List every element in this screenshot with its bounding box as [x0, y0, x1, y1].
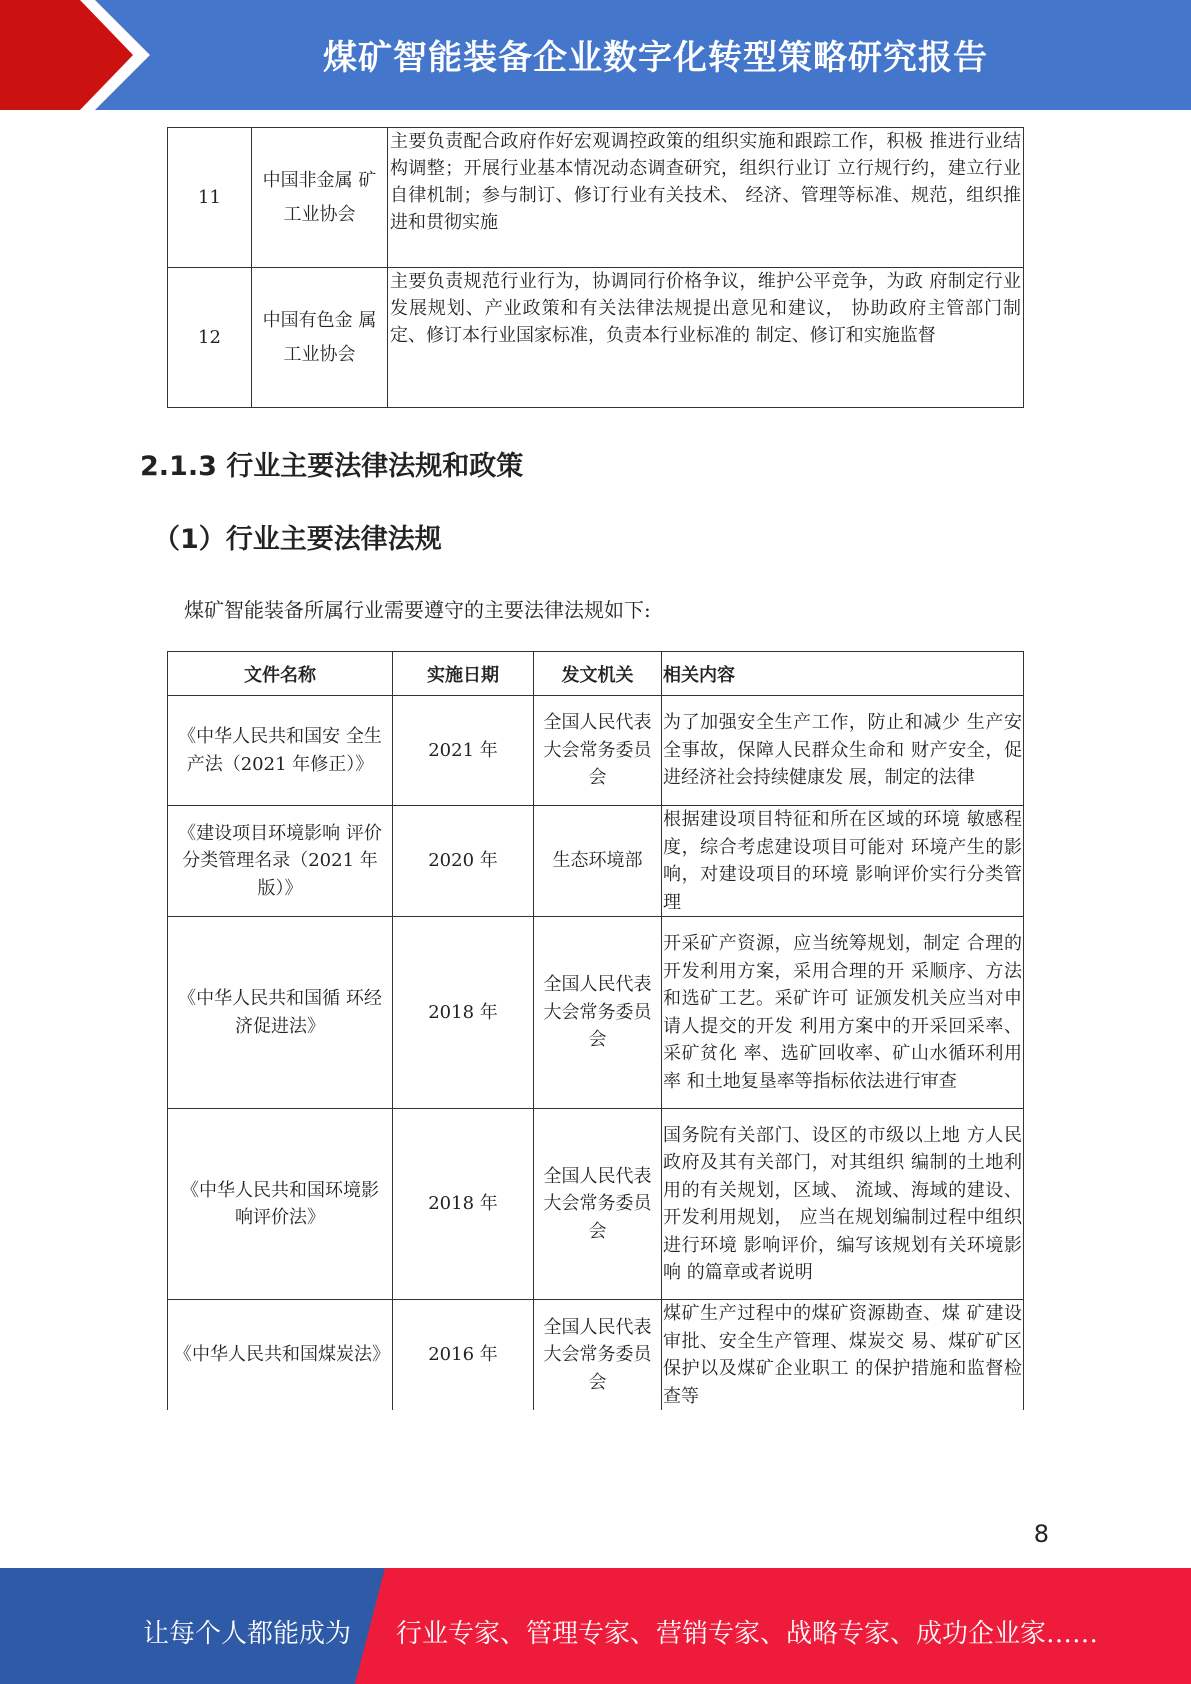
laws-table: [167, 651, 1024, 1410]
table-row: [168, 917, 1024, 1109]
table-row: [168, 1300, 1024, 1411]
page-number: 8: [1033, 1520, 1049, 1548]
law-org: 全国人民代表大会常务委员会: [534, 1300, 662, 1411]
law-content: 开采矿产资源，应当统筹规划，制定 合理的开发利用方案，采用合理的开 采顺序、方法和选矿工艺。采矿许可 证颁发机关应当对申请人提交的开发 利用方案中的开采回采率、采矿贫化 率、选矿回收率、矿山水循环利用率 和土地复垦率等指标依法进行审查: [662, 917, 1024, 1109]
law-org: 全国人民代表大会常务委员会: [534, 917, 662, 1109]
law-name: 《中华人民共和国煤炭法》: [168, 1300, 393, 1411]
sub-heading: （1）行业主要法律法规: [153, 524, 442, 555]
law-name: 《建设项目环境影响 评价分类管理名录（2021 年版）》: [168, 806, 393, 917]
header-title: 煤矿智能装备企业数字化转型策略研究报告: [323, 38, 988, 78]
law-name: 《中华人民共和国安 全生产法（2021 年修正）》: [168, 696, 393, 806]
row-number: 11: [168, 128, 252, 268]
page-footer: [0, 1568, 1191, 1684]
column-header: 发文机关: [534, 652, 662, 696]
law-org: 生态环境部: [534, 806, 662, 917]
table-header-row: [168, 652, 1024, 696]
law-org: 全国人民代表大会常务委员会: [534, 1109, 662, 1300]
table-row: [168, 1109, 1024, 1300]
associations-table: [167, 127, 1024, 408]
table-row: [168, 696, 1024, 806]
association-name: 中国有色金 属工业协会: [252, 268, 388, 408]
law-date: 2018 年: [393, 1109, 534, 1300]
page-header: [0, 0, 1191, 110]
law-content: 煤矿生产过程中的煤矿资源勘查、煤 矿建设审批、安全生产管理、煤炭交 易、煤矿矿区保护以及煤矿企业职工 的保护措施和监督检查等: [662, 1300, 1024, 1411]
intro-text: 煤矿智能装备所属行业需要遵守的主要法律法规如下:: [184, 598, 651, 622]
association-description: 主要负责配合政府作好宏观调控政策的组织实施和跟踪工作，积极 推进行业结构调整；开展行业基本情况动态调查研究，组织行业订 立行规行约，建立行业自律机制；参与制订、修订行业有关技术、 经济、管理等标准、规范，组织推进和贯彻实施: [388, 128, 1024, 268]
law-date: 2020 年: [393, 806, 534, 917]
column-header: 相关内容: [662, 652, 1024, 696]
footer-slogan-right: 行业专家、管理专家、营销专家、战略专家、成功企业家……: [396, 1619, 1099, 1649]
column-header: 实施日期: [393, 652, 534, 696]
law-date: 2018 年: [393, 917, 534, 1109]
law-name: 《中华人民共和国环境影响评价法》: [168, 1109, 393, 1300]
table-row: [168, 268, 1024, 408]
row-number: 12: [168, 268, 252, 408]
law-content: 国务院有关部门、设区的市级以上地 方人民政府及其有关部门，对其组织 编制的土地利用的有关规划，区域、 流域、海域的建设、开发利用规划， 应当在规划编制过程中组织进行环境 影响评价，编写该规划有关环境影响 的篇章或者说明: [662, 1109, 1024, 1300]
footer-slogan-left: 让每个人都能成为: [143, 1619, 352, 1649]
table-row: [168, 128, 1024, 268]
law-date: 2021 年: [393, 696, 534, 806]
law-date: 2016 年: [393, 1300, 534, 1411]
law-content: 为了加强安全生产工作，防止和减少 生产安全事故，保障人民群众生命和 财产安全，促进经济社会持续健康发 展，制定的法律: [662, 696, 1024, 806]
association-name: 中国非金属 矿工业协会: [252, 128, 388, 268]
section-heading: 2.1.3 行业主要法律法规和政策: [140, 451, 524, 482]
law-name: 《中华人民共和国循 环经济促进法》: [168, 917, 393, 1109]
law-org: 全国人民代表大会常务委员会: [534, 696, 662, 806]
association-description: 主要负责规范行业行为，协调同行价格争议，维护公平竞争，为政 府制定行业发展规划、产业政策和有关法律法规提出意见和建议， 协助政府主管部门制定、修订本行业国家标准，负责本行业标准的 制定、修订和实施监督: [388, 268, 1024, 408]
table-row: [168, 806, 1024, 917]
column-header: 文件名称: [168, 652, 393, 696]
law-content: 根据建设项目特征和所在区域的环境 敏感程度，综合考虑建设项目可能对 环境产生的影响，对建设项目的环境 影响评价实行分类管理: [662, 806, 1024, 917]
